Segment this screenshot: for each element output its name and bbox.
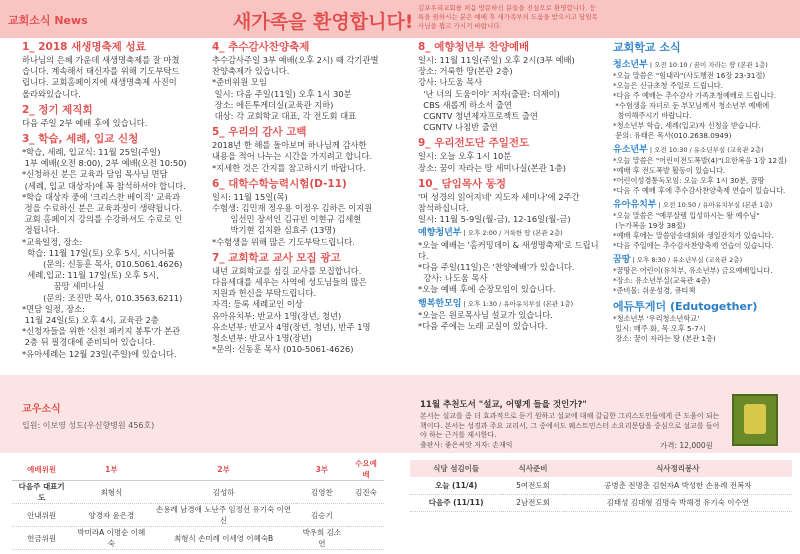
table-row — [410, 494, 792, 511]
section-line: (문의: 신동훈 목사, 010.5061.4626) — [22, 259, 183, 270]
section-line: 장소: 거룩한 땅(본관 2층) — [418, 66, 513, 77]
group-line: *수험생을 자녀로 둔 부모님께서 청소년부 예배에 — [613, 101, 770, 111]
news-section — [22, 103, 200, 129]
column-4 — [613, 40, 793, 344]
section-line: (세례, 입교 대상자)에 꼭 참석하셔야 합니다. — [22, 180, 186, 191]
table-cell: 2남전도회 — [502, 494, 563, 511]
section-title: 7_ 교회학교 교사 모집 광고 — [212, 251, 341, 264]
table-header: 식사준비 — [502, 460, 563, 477]
table-cell — [348, 527, 384, 550]
section-line: '머 성경의 읽어지네' 지도자 세미나'에 2주간 — [418, 191, 580, 202]
meal-table — [410, 460, 792, 512]
header — [0, 0, 800, 38]
group-meta: | 오후 8:30 / 유소년부실 (교육관 2층) — [630, 256, 743, 265]
school-group — [613, 199, 793, 251]
section-line: 일시: 오늘 오후 1시 10분 — [418, 151, 512, 162]
section-line: 올라와있습니다. — [22, 88, 81, 99]
school-group — [613, 144, 793, 196]
edu-line: 장소: 꿈이 자라는 땅 (본관 1층) — [613, 334, 716, 344]
column-1 — [22, 40, 200, 363]
section-title: 6_ 대학수학능력시험(D-11) — [212, 177, 347, 190]
table-row — [12, 504, 384, 527]
group-line: *꿈땅은 어린이(유치부, 유소년부) 금요예배입니다. — [613, 266, 773, 276]
section-line: 장소: 꿈이 자라는 땅 세미나실(본관 1층) — [418, 162, 566, 173]
table-cell: 김진숙 — [348, 481, 384, 504]
group-line: *오늘 말씀은 "힘내라"(사도행전 16장 23-31절) — [613, 71, 766, 81]
section-title: 8_ 예향청년부 찬양예배 — [418, 41, 530, 53]
column-2 — [212, 40, 402, 358]
section-line: 정을 수료하신 분은 교육과정이 생략됩니다. — [22, 203, 183, 214]
news-section — [212, 125, 402, 174]
news-section — [418, 177, 603, 226]
book-cover-image — [732, 394, 778, 446]
member-news-text: 입원: 이보영 성도(우신향병원 456호) — [22, 421, 155, 430]
news-section — [418, 136, 603, 173]
column-3 — [418, 40, 603, 335]
section-line: 교회 홈페이지 강의를 수강하셔도 수료로 인 — [22, 214, 183, 225]
school-news-title: 교회학교 소식 — [613, 41, 681, 54]
section-line: *지세한 것은 간지를 참고하시기 바랍니다. — [212, 162, 366, 173]
group-line: *오늘 말씀은 "어린이전도폭발(4)"(요한복음 1장 12절) — [613, 156, 787, 166]
section-line: 내용을 적어 나누는 시간을 가지려고 합니다. — [212, 151, 373, 162]
table-cell: 양경자 윤은경 — [71, 504, 151, 527]
table-cell: 최형식 손미례 이세영 이혜숙B — [151, 527, 295, 550]
section-line: *오늘은 원로목사님 설교가 있습니다. — [418, 309, 553, 320]
news-section — [212, 251, 402, 356]
group-line: *오늘 말씀은 "예루살렘 입성하시는 왕 예수님" — [613, 211, 760, 221]
table-header: 1부 — [71, 458, 151, 481]
section-line: 수험생: 김민재 정우용 이정우 김하은 이지원 — [212, 203, 373, 214]
section-line: *신청하신 분은 교육과 담임 목사님 면담 — [22, 169, 168, 180]
group-line: 참여해주시기 바랍니다. — [613, 111, 692, 121]
table-header-row — [12, 458, 384, 481]
group-line: (누가복음 19장 38절) — [613, 221, 686, 231]
member-news-title: 교우소식 — [22, 404, 61, 415]
news-section — [22, 40, 200, 100]
section-line: 일시: 11월 11일(주일) 오후 2시(3부 예배) — [418, 55, 575, 65]
section-line: *오늘 예배 후에 순장모임이 있습니다. — [418, 284, 556, 295]
news-section — [418, 228, 603, 295]
section-line: 하나님의 은혜 가운데 새생명축제를 잘 마쳤 — [22, 55, 180, 65]
table-header: 식당 섬김이들 — [410, 460, 502, 477]
section-line: 찬양축제가 있습니다. — [212, 66, 290, 77]
section-line: 다음 주일 2부 예배 후에 있습니다. — [22, 117, 148, 128]
section-line: *면담 일정, 장소: — [22, 303, 85, 314]
section-line: 내년 교회학교를 섬길 교사를 모집합니다. — [212, 265, 362, 276]
section-label: 교회소식 News — [8, 14, 88, 27]
section-line: 습니다. 계속해서 태신자를 위해 기도부탁드 — [22, 66, 180, 77]
section-line: 지원과 헌신을 부탁드립니다. — [212, 288, 317, 299]
table-cell: 김성하 — [151, 481, 295, 504]
group-meta: | 오전 10:50 / 유아유치부실 (본관 1층) — [656, 201, 773, 210]
section-line: 유소년부: 반교사 4명(장년, 청년), 반주 1명 — [212, 321, 371, 332]
section-title: 4_ 추수감사찬양축제 — [212, 41, 310, 53]
group-line: *다음 주 예배는 추수감사 가족초청예배로 드립니다. — [613, 91, 777, 101]
school-group — [613, 254, 793, 296]
group-line: *다음 주 예배 후에 추수감사찬양축제 연습이 있습니다. — [613, 186, 786, 196]
book-price: 가격: 12,000원 — [660, 441, 713, 450]
table-cell: 김영찬 — [296, 481, 348, 504]
table-cell: 안내위원 — [12, 504, 71, 527]
section-line: 다음세대를 세우는 사역에 성도님들의 많은 — [212, 277, 367, 288]
page-title: 새가족을 환영합니다! — [233, 11, 414, 33]
section-title: 10_ 담임목사 동정 — [418, 177, 507, 190]
news-section — [418, 40, 603, 133]
table-cell — [348, 504, 384, 527]
news-section — [418, 299, 603, 333]
section-line: *문의: 신동훈 목사 (010-5061-4626) — [212, 344, 354, 355]
section-line: 11월 24일(토) 오후 4시, 교육관 2층 — [22, 315, 159, 326]
section-line: 임선민 장서인 김규빈 이현규 김세현 — [212, 214, 362, 225]
edu-line: 일시: 매주 화, 목 오후 5-7시 — [613, 324, 706, 334]
section-line: 학습: 11월 17일(토) 오후 5시, 시니어룸 — [22, 247, 175, 258]
table-cell: 김태성 김대형 김명숙 박해경 유기숙 이수연 — [564, 494, 792, 511]
table-row — [410, 477, 792, 494]
section-line: 대상: 각 교회학교 대표, 각 전도회 대표 — [212, 111, 357, 122]
welcome-note: 김포우리교회를 처음 방문하신 분들을 진심으로 환영합니다. 등록을 원하시는 분은 예배 후 새가족부의 도움을 받으시고 담임목사님을 뵙고 가시기 바랍니다. — [418, 4, 598, 30]
group-line: *청소년부 학습, 세례(입교)자 신청을 받습니다. — [613, 121, 761, 131]
group-line: *예배 후에는 말씀암송대회와 생일잔치가 있습니다. — [613, 231, 774, 241]
group-title: 꿈땅 | 오후 8:30 / 유소년부실 (교육관 2층) — [613, 255, 743, 266]
section-line: 1부 예배(오전 8:00), 2부 예배(오전 10:50) — [22, 158, 187, 169]
section-meta: | 오후 1:30 / 유아유치부실 (본관 1층) — [461, 299, 574, 308]
section-line: 정됩니다. — [22, 225, 60, 236]
news-section — [212, 40, 402, 122]
table-cell: 김승기 — [296, 504, 348, 527]
edu-lines — [613, 314, 793, 344]
section-title: 행복한모임 | 오후 1:30 / 유아유치부실 (본관 1층) — [418, 298, 574, 309]
section-line: 립니다. 교회홈페이지에 새생명축제 사진이 — [22, 77, 177, 88]
group-meta: | 오전 10:10 / 꿈이 자라는 땅 (본관 1층) — [647, 61, 768, 70]
section-line: 강사: 나도움 목사 — [418, 77, 483, 88]
group-line: *장소: 유소년부실(교육관 4층) — [613, 276, 711, 286]
section-title: 9_ 우리전도단 주일전도 — [418, 137, 530, 150]
table-header-row — [410, 460, 792, 477]
section-line: 장소: 에든투게더실(교육관 지하) — [212, 99, 334, 110]
book-title: 11월 추천도서 "설교, 어떻게 들을 것인가?" — [420, 400, 587, 410]
section-line: CGNTV 청년제자프로젝트 출연 — [418, 111, 538, 122]
table-cell: 5여전도회 — [502, 477, 563, 494]
table-header: 2부 — [151, 458, 295, 481]
section-line: 청소년부: 반교사 1명(장년) — [212, 333, 312, 344]
book-meta: 출판사: 좋은씨앗 저자: 손재익 — [420, 441, 513, 449]
section-line: *오늘 예배는 '홈커밍데이 & 새생명축제'로 드립니다. — [418, 239, 599, 261]
table-cell: 다음주 (11/11) — [410, 494, 502, 511]
table-cell: 박미라A 이명순 이혜숙 — [71, 527, 151, 550]
section-line: 일시: 11월 15일(목) — [212, 191, 288, 202]
school-group — [613, 59, 793, 141]
group-line: *예배 후 전도폭발 활동이 있습니다. — [613, 166, 726, 176]
news-section — [22, 132, 200, 360]
book-desc: 본서는 설교를 좀 더 효과적으로 듣기 원하고 설교에 대해 갈급한 그리스도인들에게 큰 도움이 되는 책이다. 본서는 성경과 주요 교리서, 그 중에서도 웨스트민스터 소요리문답을 중심으로 설교를 들어야 하는 근거를 제시한다. — [420, 412, 720, 439]
section-title: 1_ 2018 새생명축제 성료 — [22, 41, 146, 53]
table-cell: 손용례 남경애 노난주 임정선 유기숙 이연신 — [151, 504, 295, 527]
group-line: *다음 주일에는 추수감사찬양축제 연습이 있습니다. — [613, 241, 774, 251]
section-line: *교육일정, 장소: — [22, 236, 83, 247]
table-cell: 공병춘 전명춘 김현자A 박성한 손용례 전복자 — [564, 477, 792, 494]
group-line: *어린이성경통독모임: 오늘 오후 1시 30분, 꿈땅 — [613, 176, 765, 186]
table-header: 3부 — [296, 458, 348, 481]
table-cell: 박우희 김소연 — [296, 527, 348, 550]
section-line: 유아유치부: 반교사 1명(장년, 청년) — [212, 310, 342, 321]
table-header: 식사정리봉사 — [564, 460, 792, 477]
section-title: 3_ 학습, 세례, 입교 신청 — [22, 133, 139, 146]
section-line: 박기현 김지환 심효주 (13명) — [212, 225, 336, 236]
section-title: 예향청년부 | 오후 2:00 / 거룩한 땅 (본관 2층) — [418, 228, 563, 239]
section-line: 일시: 다음 주일(11일) 오후 1시 30분 — [212, 88, 352, 99]
group-title: 유소년부 | 오전 10:30 / 유소년부실 (교육관 2층) — [613, 145, 764, 156]
section-meta: | 오후 2:00 / 거룩한 땅 (본관 2층) — [461, 229, 563, 238]
section-line: 일시: 11월 5-9일(월-금), 12-16일(월-금) — [418, 214, 571, 225]
group-line: *오늘은 신규초청 주일로 드립니다. — [613, 81, 723, 91]
table-cell: 오늘 (11/4) — [410, 477, 502, 494]
section-line: 참석하십니다. — [418, 203, 469, 214]
section-line: *학습 대상자 중에 '크리스찬 베이직' 교육과 — [22, 191, 181, 202]
section-line: (문의: 조진만 목사, 010.3563.6211) — [22, 292, 183, 303]
section-line: *다음 주일(11일)은 '찬양예배'가 있습니다. — [418, 262, 575, 273]
school-groups — [613, 59, 793, 296]
worship-table — [12, 458, 384, 550]
group-title: 청소년부 | 오전 10:10 / 꿈이 자라는 땅 (본관 1층) — [613, 60, 768, 71]
section-line: *다음 주에는 노래 교실이 있습니다. — [418, 321, 548, 332]
edu-title: 에듀투게더 (Edutogether) — [613, 300, 758, 314]
section-line: *유아세례는 12월 23일(주일)에 있습니다. — [22, 348, 177, 359]
section-title: 2_ 정기 제직회 — [22, 103, 93, 116]
section-line: 세례,입교: 11월 17일(토) 오후 5시, — [22, 270, 159, 281]
section-line: 2층 뒤 필경대에 준비되어 있습니다. — [22, 337, 156, 348]
edu-line: *청소년부 '우리청소년학교' — [613, 314, 700, 324]
section-title: 5_ 우리의 감사 고백 — [212, 126, 307, 139]
section-line: CBS 새롭게 하소서 출연 — [418, 99, 512, 110]
table-cell: 최형식 — [71, 481, 151, 504]
section-line: 추수감사주일 3부 예배(오후 2시) 때 각기관별 — [212, 55, 379, 65]
group-line: *준비물: 쉬운성경, 큐티책 — [613, 286, 696, 296]
section-line: *준비위원 모임 — [212, 77, 267, 88]
table-cell: 다음주 대표기도 — [12, 481, 71, 504]
news-section — [212, 177, 402, 248]
table-header: 예배위원 — [12, 458, 71, 481]
section-line: '난 너의 도움이야' 저자(출판: 더제이) — [418, 88, 560, 99]
group-line: 문의: 유태은 목사(010.2638.0949) — [613, 131, 732, 141]
section-line: 강사: 나도움 목사 — [418, 273, 488, 284]
section-line: *학습, 세례, 입교식: 11월 25일(주일) — [22, 147, 161, 158]
section-line: *수험생을 위해 많은 기도부탁드립니다. — [212, 236, 355, 247]
section-line: CGNTV 나침반 출연 — [418, 122, 498, 133]
section-line: 자격: 등록 세례교인 이상 — [212, 299, 303, 310]
group-meta: | 오전 10:30 / 유소년부실 (교육관 2층) — [647, 146, 764, 155]
section-line: 2018년 한 해를 돌아보며 하나님께 감사한 — [212, 140, 367, 151]
table-row — [12, 481, 384, 504]
section-line: 꿈땅 세미나실 — [22, 281, 105, 292]
table-row — [12, 527, 384, 550]
group-title: 유아유치부 | 오전 10:50 / 유아유치부실 (본관 1층) — [613, 200, 773, 211]
table-header: 수요예배 — [348, 458, 384, 481]
section-line: *신청자들을 위한 '신천 패키지 봉투'가 본관 — [22, 326, 181, 337]
table-cell: 헌금위원 — [12, 527, 71, 550]
